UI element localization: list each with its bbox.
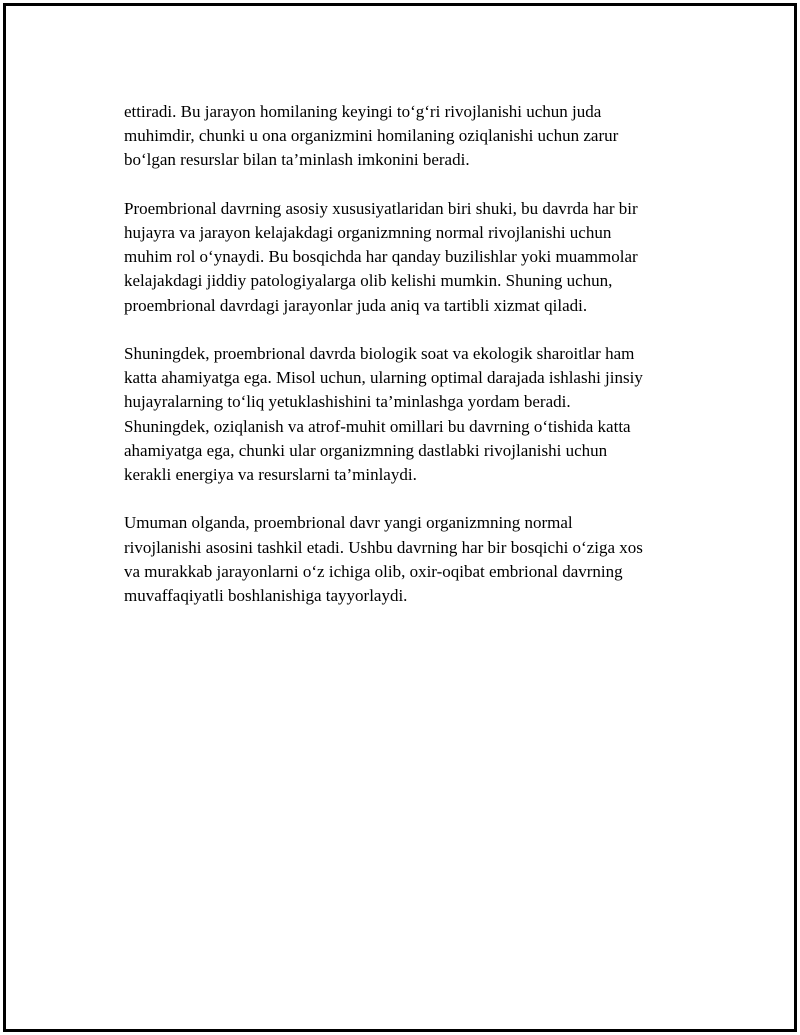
text-line: hujayralarning to‘liq yetuklashishini ta’minlashga yordam beradi. [124,392,571,412]
text-line: Shuningdek, oziqlanish va atrof-muhit omillari bu davrning o‘tishida katta [124,416,631,436]
text-line: katta ahamiyatga ega. Misol uchun, ularning optimal darajada ishlashi jinsiy [124,368,643,388]
text-line: va murakkab jarayonlarni o‘z ichiga olib, oxir-oqibat embrional davrning [124,561,623,581]
paragraph-2 [124,197,694,318]
text-line: Shuningdek, proembrional davrda biologik soat va ekologik sharoitlar ham [124,344,635,363]
paragraph-1 [124,100,694,173]
text-line: muhimdir, chunki u ona organizmini homilaning oziqlanishi uchun zarur [124,126,619,146]
text-line: Proembrional davrning asosiy xususiyatlaridan biri shuki, bu davrda har bir [124,198,638,218]
text-line: ettiradi. Bu jarayon homilaning keyingi to‘g‘ri rivojlanishi uchun juda [124,102,602,121]
text-line: ahamiyatga ega, chunki ular organizmning dastlabki rivojlanishi uchun [124,440,608,460]
text-line: bo‘lgan resurslar bilan ta’minlash imkonini beradi. [124,150,470,170]
document-body [124,100,694,632]
paragraph-4 [124,511,694,608]
text-line: hujayra va jarayon kelajakdagi organizmning normal rivojlanishi uchun [124,223,612,242]
paragraph-3 [124,342,694,487]
text-line: Umuman olganda, proembrional davr yangi organizmning normal [124,513,573,533]
page-frame [3,3,797,1032]
text-line: proembrional davrdagi jarayonlar juda aniq va tartibli xizmat qiladi. [124,295,588,315]
text-line: kelajakdagi jiddiy patologiyalarga olib kelishi mumkin. Shuning uchun, [124,271,613,291]
text-line: rivojlanishi asosini tashkil etadi. Ushbu davrning har bir bosqichi o‘ziga xos [124,537,643,557]
text-line: muhim rol o‘ynaydi. Bu bosqichda har qanday buzilishlar yoki muammolar [124,247,638,267]
text-line: kerakli energiya va resurslarni ta’minlaydi. [124,465,417,485]
text-line: muvaffaqiyatli boshlanishiga tayyorlaydi. [124,586,408,606]
